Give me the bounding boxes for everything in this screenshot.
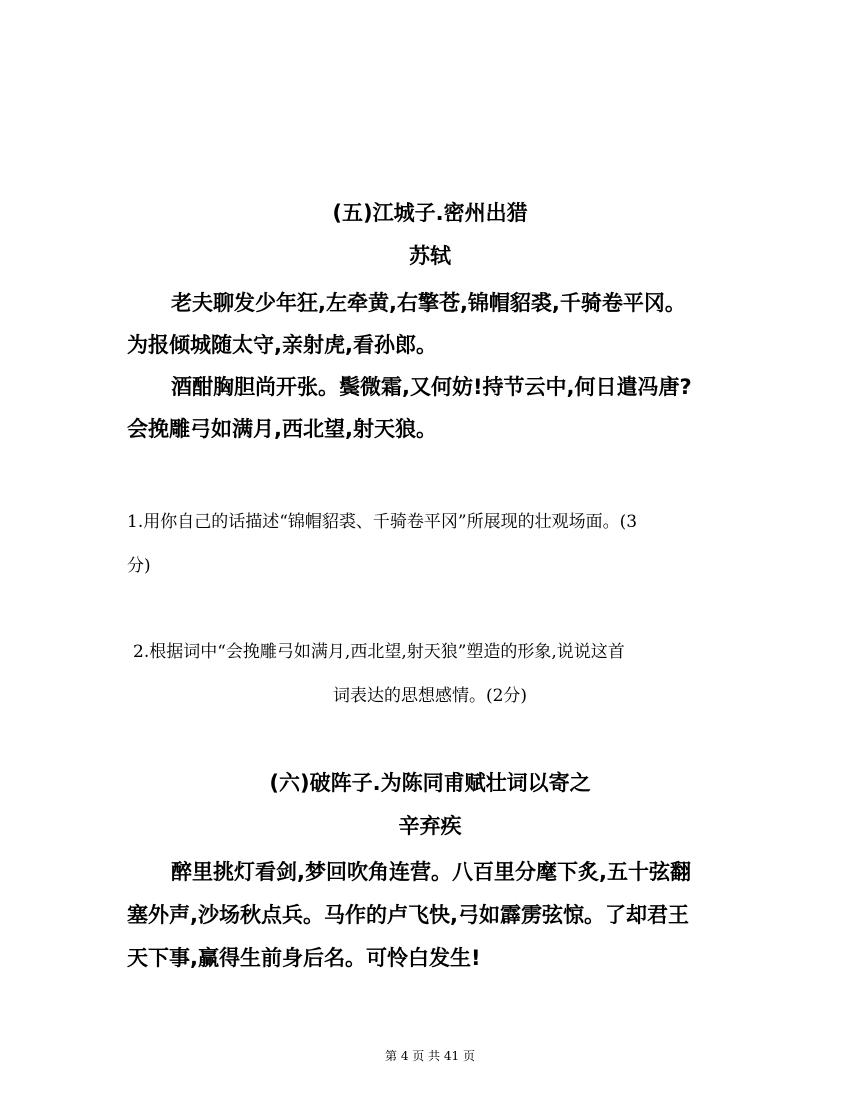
poem-line: 会挽雕弓如满月,西北望,射天狼。 [127, 417, 437, 441]
question-1-cont: 分) [127, 556, 151, 576]
poem-line: 塞外声,沙场秋点兵。马作的卢飞快,弓如霹雳弦惊。了却君王 [127, 903, 689, 927]
poem-line: 为报倾城随太守,亲射虎,看孙郎。 [127, 333, 437, 357]
poem-line: 酒酣胸胆尚开张。鬓微霜,又何妨!持节云中,何日遣冯唐? [171, 375, 692, 399]
section5-title: (五)江城子.密州出猎 [332, 201, 528, 225]
poem-line: 天下事,赢得生前身后名。可怜白发生! [127, 946, 481, 970]
question-1: 1.用你自己的话描述“锦帽貂裘、千骑卷平冈”所展现的壮观场面。(3 [127, 512, 638, 532]
page-number: 第 4 页 共 41 页 [385, 1049, 475, 1063]
poem-line: 老夫聊发少年狂,左牵黄,右擎苍,锦帽貂裘,千骑卷平冈。 [171, 291, 686, 315]
question-2-cont: 词表达的思想感情。(2分) [332, 686, 528, 706]
section6-title: (六)破阵子.为陈同甫赋壮词以寄之 [269, 771, 591, 795]
poem-line: 醉里挑灯看剑,梦回吹角连营。八百里分麾下炙,五十弦翻 [171, 860, 691, 884]
question-2: 2.根据词中“会挽雕弓如满月,西北望,射天狼”塑造的形象,说说这首 [133, 642, 625, 662]
section5-author: 苏轼 [409, 244, 451, 268]
section6-author: 辛弃疾 [398, 814, 462, 838]
